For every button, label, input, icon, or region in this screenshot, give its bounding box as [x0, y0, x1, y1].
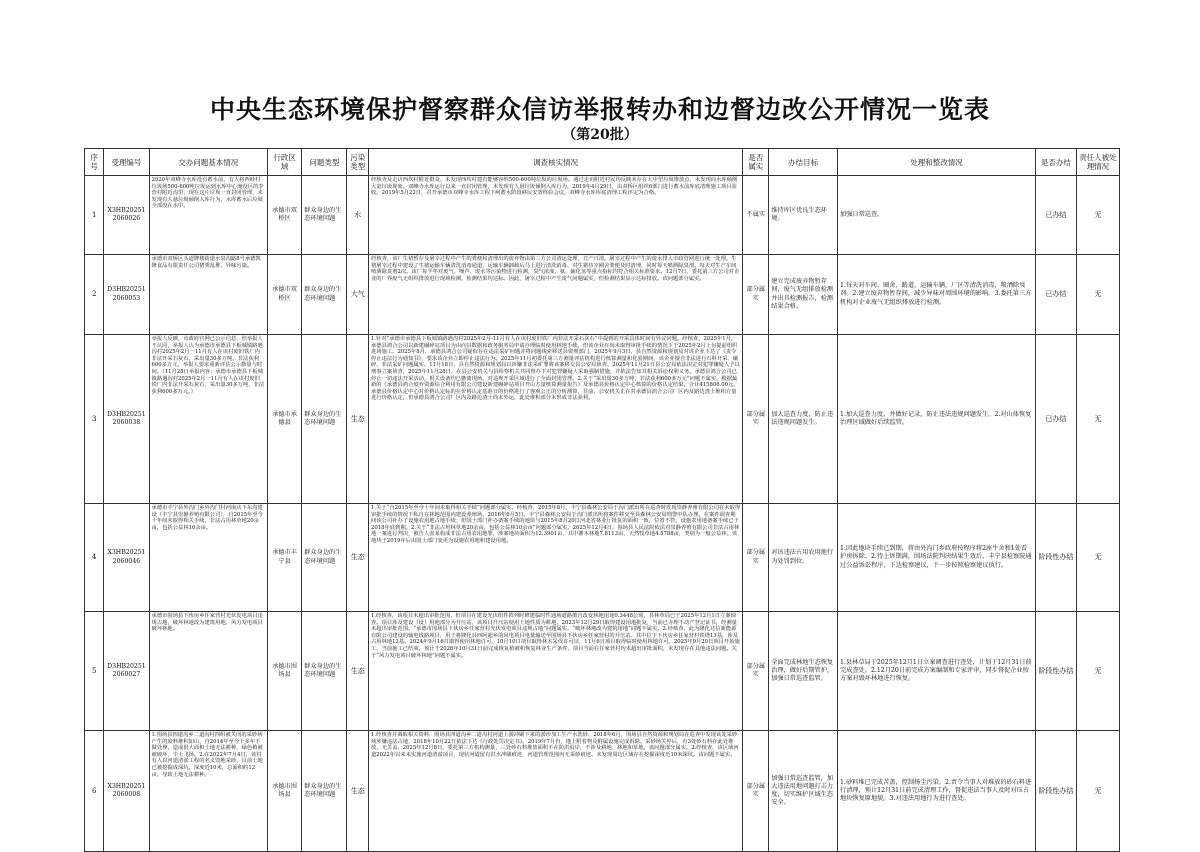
- row-type: 群众身边的生态环境问题: [302, 176, 347, 255]
- row-seq: 5: [85, 612, 104, 731]
- row-pollution: 大气: [347, 255, 369, 335]
- row-goal: 维持库区优良生态环境。: [769, 176, 838, 255]
- row-accountability: 无: [1076, 335, 1119, 504]
- header-type: 问题类型: [302, 149, 347, 176]
- row-pollution: 生态: [347, 731, 369, 852]
- row-rectification: 1.因此地块手续已到期，将由外沟门乡政府按程序将2座牛舍和1处看护房拆除。2.待上诉期满，围场法院判决结果生效后，丰宁县检察院通过公益诉讼程序，下达检察建议，下一步按照检察建议执行。: [838, 504, 1036, 612]
- header-pollution: 污染类型: [347, 149, 369, 176]
- row-id: D3HB20251 2060053: [104, 255, 149, 335]
- row-id: D3HB20251 2060027: [104, 612, 149, 731]
- row-verified: 部分属实: [743, 255, 769, 335]
- row-accountability: 无: [1076, 504, 1119, 612]
- row-issue: 承德市双桥区头道牌楼街道水泉沟路8号承德凯隆食品有限责任公司猪粪乱堆，异味污染。: [149, 255, 267, 335]
- row-issue: 举报人反映，市政府官网已公示信息，但举报人不认同，举报人认为承德市承德县下板城镇路遇沟村2025年2月一11月有人在该村废旧铁厂内非法开采石灰石，采出量30多万吨，非法获利600多万元，举报人要求重新评估公示数量与时间。（11月28日举报内容：承德市承德县下板城镇路遇沟村2025年2月一11月有人在该村废旧铁厂内非法开采石灰石，采出量30多万吨，非法获利600多万元。）: [149, 335, 267, 504]
- row-issue: 1.围场县四道沟乡二道沟村四组被关闭的采砂场产生的废料堆积如山，自2014年至今十多年不做处理，造成很大面积土地无法耕种，绿色植被被破坏，尘土飞扬。2.在2022年7月4日，该村有人以河道清淤工程的名义毁地采砂，目前土地已被挖掘成深坑，深度近10米，总面积约12亩，导致土地无法耕种。: [149, 731, 267, 852]
- table-header-row: [85, 149, 1120, 176]
- header-region: 行政区域: [267, 149, 301, 176]
- row-verified: 部分属实: [743, 335, 769, 504]
- row-closed: 阶段性办结: [1036, 504, 1077, 612]
- header-goal: 办结目标: [769, 149, 838, 176]
- row-accountability: 无: [1076, 255, 1119, 335]
- row-verified: 部分属实: [743, 612, 769, 731]
- row-seq: 4: [85, 504, 104, 612]
- row-region: 承德市承德县: [267, 335, 301, 504]
- row-closed: 已办结: [1036, 255, 1077, 335]
- row-investigation: 1.针对“承德市承德县下板城镇路遇沟村2025年2月-11月有人在该村废旧铁厂内非法开采石灰石”中提到的开采具体时间有异议问题。经核查，2025年1月，承德县鸿合公司以新建碾碎站项目为由向县数据和政务服务局申请办理临时使用林地手续，但该企业在尚未取得审批手续的情况下于2025年2月上旬提前组织进场施工。2025年8月，承德县鸿合公司疑似存在违法采矿问题并将问题线索移送县资规部门，2025年9月3日，县自然资源和规划局对该企业下达了《责令停止违法行为通知书》，要求该企业立即停止违法行为。2025年11月初委托第三方测量评估机构进行核算测量和化验期间，该企业擅自非法进行石料开采、碾碎，非法采矿问题属实。11月18日，县自然资源和规划局以涉嫌非法采矿罪将该案移交县公安局侦查。2025年11月21日县公安局依法决定对犯罪嫌疑人予以刑事立案侦查，2025年11月28日，在县公安机关与县检察机关共同督办下对犯罪嫌疑人采取强制措施，并依法告知其相关诉讼权利义务。承德县鸿合公司已停止一切违法开采活动，相关设备均已撤离现场，对违规开采区域进行了全面封闭管理。2.关于“采出量30多万吨，非法获利600多万元”问题不属实。根据最新的《承德县鸿合废弃资源综合利用有限公司建设新建碾碎站项目开山方量核算测量报告》及承德县价格认定中心核算的价格认定结果，合计415806.00元。承德县价格认定中心对价格认定标的在价格认定基准日的价格进行了客观公正的分析测算，目前，公安机关正在对承德县鸿合公司厂区内及路边渣土堆积方量进行价格认定，但承德县鸿合公司厂区内及路边渣土尚未外运，此处堆积部分未形成非法获利。: [368, 335, 742, 504]
- row-type: 群众身边的生态环境问题: [302, 335, 347, 504]
- table-row: [85, 504, 1120, 612]
- row-rectification: 1.加大巡查力度，并做好记录，防止违法违规问题发生。2.对山体恢复治理区域做好后续监管。: [838, 335, 1036, 504]
- complaint-table: [84, 148, 1120, 852]
- row-pollution: 生态: [347, 612, 369, 731]
- row-pollution: 生态: [347, 504, 369, 612]
- row-closed: 已办结: [1036, 335, 1077, 504]
- header-verified: 是否属实: [743, 149, 769, 176]
- row-id: X3HB20251 2060026: [104, 176, 149, 255]
- row-type: 群众身边的生态环境问题: [302, 612, 347, 731]
- row-region: 承德市双桥区: [267, 176, 301, 255]
- table-row: [85, 255, 1120, 335]
- row-investigation: 1.经核查，该项目未超出审批范围，但项目在建设光伏组件阵列时修建临时性通场道路擅自改变林地用途0.3448公顷，县林草局已于2025年12月1日立案调查。项目涉及建设（设）用地部分为升压站，该项目升压站使用土地性质为耕地，2023年12月29日取得建设用地批复，当前已办理不动产登记证书，经测量未超出审批范围。“承德市围场县下伙房乡任家营村光伏发电项目违规占地”问题属实。“破坏林地改为建筑用地”问题不属实。2.经核查，此为隆化达信新能源有限公司建设的输电线路项目，用于将隆化县西阿超乡的风电项目电量输送至围场县下伙房乡任家营村的升压站。其中位于下伙房乡任家营村铁塔13基，涉及占用林地12基。2024年9月16日取得使用林地许可，10月10日项目取得林木采伐许可证，11月6日项目取得临时使用林地许可。2025年9月20日项目开始施工，当前施工已结束，预计于2026年10月31日前完成恢复植被和恢复林业生产条件。项目当前在任家营村均未超出审批面积，未发现存在其他违法问题。关于“风力发电项目破坏林地”问题不属实。: [368, 612, 742, 731]
- row-pollution: 水: [347, 176, 369, 255]
- table-row: [85, 335, 1120, 504]
- row-seq: 6: [85, 731, 104, 852]
- table-row: [85, 612, 1120, 731]
- row-pollution: 生态: [347, 335, 369, 504]
- row-accountability: 无: [1076, 176, 1119, 255]
- row-accountability: 无: [1076, 612, 1119, 731]
- header-rectification: 处理和整改情况: [838, 149, 1036, 176]
- row-seq: 1: [85, 176, 104, 255]
- row-rectification: 1.每天对车间、圈舍、路道、运输车辆，厂区等清洗消毒，喷洒除臭剂。2.建立废弃物暂存间，减少异味对周围环境的影响。3.委托第三方机构对企业废气无组织排放进行检测。: [838, 255, 1036, 335]
- row-goal: 建立完成废弃物暂存间，废气无组排放检测并出具检测报告，检测结果合格。: [769, 255, 838, 335]
- row-seq: 2: [85, 255, 104, 335]
- row-rectification: 1.砂料堆已完成苫盖，控制扬尘污染。2.责令当事人对堆放的砂石料进行清理，预计12月31日前完成清理工作，督促违法当事人及时对压占地块恢复原地貌。3.对违法用地行为进行查处。: [838, 731, 1036, 852]
- page-title: 中央生态环境保护督察群众信访举报转办和边督边改公开情况一览表: [209, 95, 990, 124]
- row-closed: 阶段性办结: [1036, 612, 1077, 731]
- row-region: 承德市双桥区: [267, 255, 301, 335]
- row-investigation: 1.关于“自2015年至今十年间未取得相关手续”问题部分属实。经核查，2015年8月，丰宁县森林公安局于沟门派出所在巡查时发现崇静养殖有限公司在未取得审批手续的情况下私自在林地范围内建设养殖场。2016年6月5日，丰宁县森林公安局于沟门派出所将案件移交至县森林公安局刑警中队办理。在案件调查期间该公司补办了设施农用地占地手续；但国土部门补办备案手续的地块与2015年8月20日河北省林业厅批复的面积一致，位置不符。设施农用地备案手续已于2018年底到期。2.关于“非法占用林草地20余亩，包括公益林10余亩”问题部分属实。2025年12月4日，围场县人民法院依法对崇静养殖有限公司非法占用林地一案进行判决，被告人张某构成非法占用农用地罪，涉案地块面积为12.3901亩，其中灌木林地7.8113亩、天然牧草地4.5788亩，类别为一般公益林。该地块于2019年后由国土部门变更为设施农用地和建设用地。: [368, 504, 742, 612]
- header-seq: 序号: [85, 149, 104, 176]
- row-rectification: 加强日常巡查。: [838, 176, 1036, 255]
- header-investigation: 调查核实情况: [368, 149, 742, 176]
- header-accountability: 责任人被处理情况: [1076, 149, 1119, 176]
- table-row: [85, 176, 1120, 255]
- row-issue: 承德市围场县下伙房乡任家营村光伏发电项目违规占地，破坏林地改为建筑用地，风力发电项目破坏林地。: [149, 612, 267, 731]
- header-closed: 是否办结: [1036, 149, 1077, 176]
- header-issue: 交办问题基本情况: [149, 149, 267, 176]
- row-type: 群众身边的生态环境问题: [302, 255, 347, 335]
- row-goal: 加大巡查力度，防止违法违规问题发生。: [769, 335, 838, 504]
- row-goal: 加强日常巡查监管，加大违法用地问题打击力度，切实维护区域生态安全。: [769, 731, 838, 852]
- row-region: 承德市丰宁县: [267, 504, 301, 612]
- row-goal: 对该违法占用农用地行为处罚到位。: [769, 504, 838, 612]
- row-verified: 部分属实: [743, 504, 769, 612]
- batch-subtitle: （第20批）: [562, 127, 638, 143]
- table-row: [85, 731, 1120, 852]
- row-investigation: 1.经核查并调取相关资料，围场县四道沟乡二道沟村河道上游冲刷下来的淤沙加工生产水洗砂。2018年6月，围场县自然资源和规划局在巡查中发现该处采砂场涉嫌违法占地，2018年10月22日依法下达《行政处罚决定书》。2019年7月份，地上附着物及附属设施完成拆除。采砂场关停后，有3处砂石料在此处堆放，无苫盖。2025年12月8日，委托第三方机构测量，三处砂石料堆放面积不在防洪沿岸，不涉及耕地、林地和草地。该问题部分属实。2.经核查，该区域河道2022年以来未实施河道清淤项目，现状河道留有洪水冲刷痕迹，河道管理范围内无采砂痕迹。未发现周边区域存在挖掘深度近10米深坑。该问题不属实。: [368, 731, 742, 852]
- row-rectification: 1.县林草局于2025年12月1日立案调查进行查处，计划于12月31日前完成查处。2.12月20日前完成方案编制和专家评审，同步督促企业按方案对毁坏林地进行恢复。: [838, 612, 1036, 731]
- row-id: X3HB20251 2060046: [104, 504, 149, 612]
- row-seq: 3: [85, 335, 104, 504]
- row-id: X3HB20251 2060008: [104, 731, 149, 852]
- row-type: 群众身边的生态环境问题: [302, 504, 347, 612]
- row-goal: 全面完成林地生态恢复治理，做好后期管护，加强日常巡查监管。: [769, 612, 838, 731]
- row-issue: 2020年双峰寺水库没有蓄水前，有人将西岐村垃圾场500-600吨垃圾运到水库中心淹没区的李营村附近沟里，现在这片垃圾一直封闭管理，未发现有人悬垃圾倾倒入库行为，水库蓄水后垃圾全部没在水中。: [149, 176, 267, 255]
- row-region: 承德市围场县: [267, 612, 301, 731]
- row-verified: 不属实: [743, 176, 769, 255]
- row-investigation: 经核查及走访西坎村附近群众，未发现西坎村建有能够容纳500-600吨垃圾的垃圾场。通过走访附近村民均反映未存在大中型垃圾堆放点，未发现向水库倾倒大量垃圾现象。双峰寺水库运行以来一直封闭管理，未发现有人悬垃圾倾倒入库行为。2019年4月29日，由双桥区组织6部门进行蓄水前库底清理施工项目验收，2019年5月22日，召开承德市双峰寺水库工程下闸蓄水阶段移民安置终验会议，双峰寺水库库底清理工程评定为合格。: [368, 176, 742, 255]
- row-investigation: 经核查，该厂生猪暂存及屠宰过程中产生的粪便和清理出的废弃物由第三方公司清运处理，日产日清。屠宰过程中产生的废水排入市政管网进行统一处理。生猪屠宰过程中建设了生猪运输车辆清洗消毒通道，运输车辆卸载后马上进行清洗消毒。对生猪待宰圈舍粪便及时清理，同时每天喷洒除臭剂。每天对生产车间喷洒除臭剂2次。该厂每半年对废气、噪声、废水等污染物进行检测，臭气浓度、氨、硫化氢等重点指标均符合相关标准要求。12月7日，委托第三方公司对企业的厂界废气无组织排放进行现场检测，检测结果均达标。因此，屠宰过程中产生废气问题属实，但检测结果显示达标排放。该问题部分属实。: [368, 255, 742, 335]
- row-type: 群众身边的生态环境问题: [302, 731, 347, 852]
- row-region: 承德市围场县: [267, 731, 301, 852]
- row-accountability: 无: [1076, 731, 1119, 852]
- row-issue: 承德市丰宁县外沟门乡外沟门村河南店下东沟建设（丰宁县崇静养殖有限公司），自2015年至今十年间未取得相关手续，非法占用林草地20余亩，包括公益林10余亩。: [149, 504, 267, 612]
- row-verified: 部分属实: [743, 731, 769, 852]
- row-id: D3HB20251 2060038: [104, 335, 149, 504]
- header-id: 受理编号: [104, 149, 149, 176]
- row-closed: 已办结: [1036, 176, 1077, 255]
- row-closed: 阶段性办结: [1036, 731, 1077, 852]
